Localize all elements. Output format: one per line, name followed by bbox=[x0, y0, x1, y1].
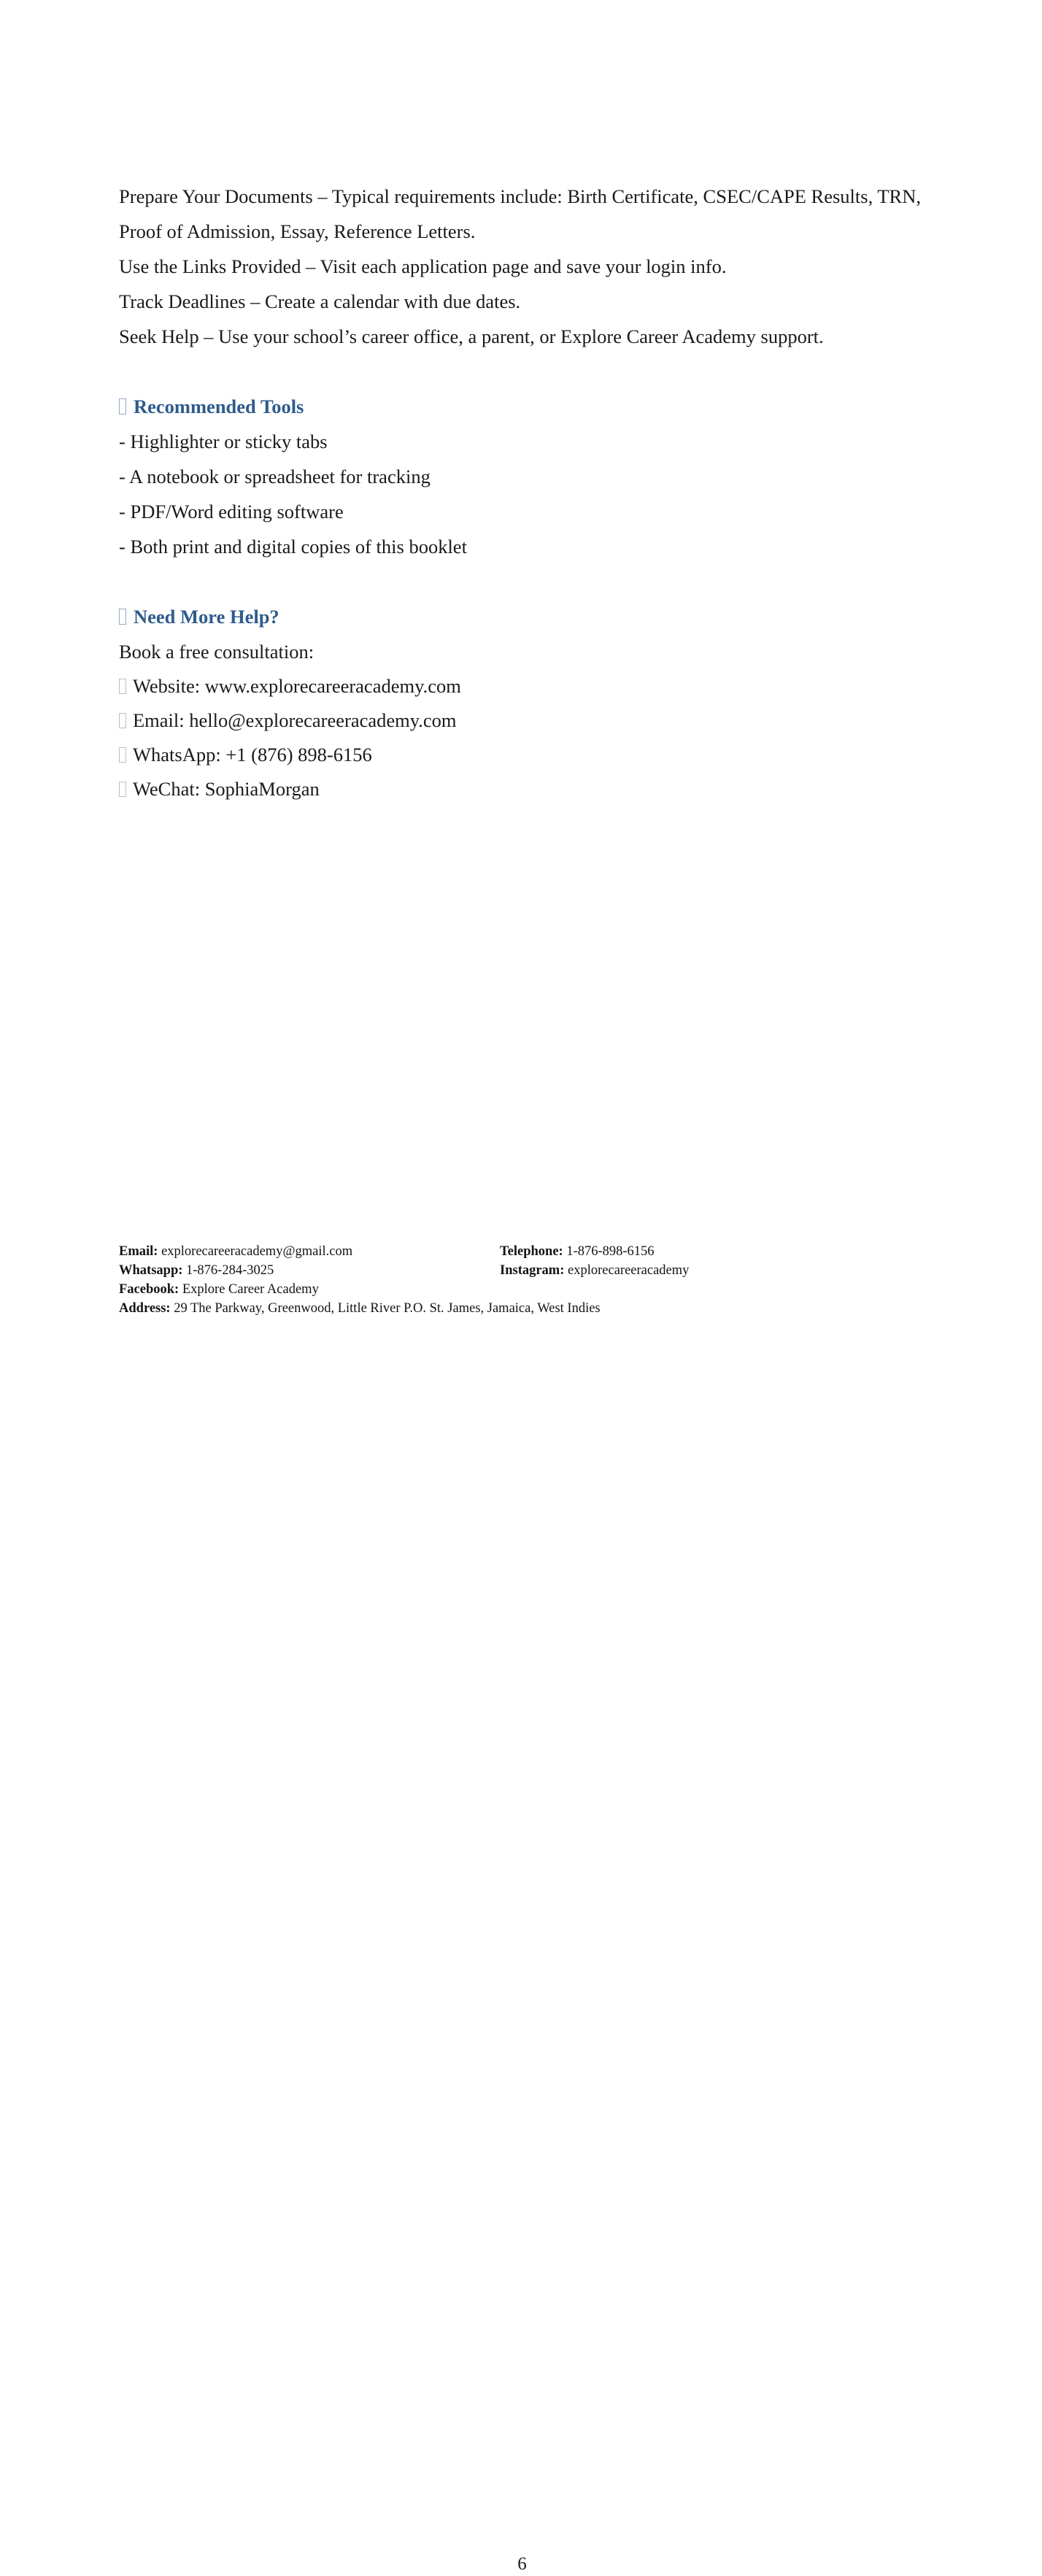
list-item: - Both print and digital copies of this booklet bbox=[119, 536, 467, 558]
footer-facebook-label: Facebook: bbox=[119, 1282, 180, 1297]
footer-address-label: Address: bbox=[119, 1300, 171, 1316]
list-item: - A notebook or spreadsheet for tracking bbox=[119, 466, 431, 487]
consultation-intro: Book a free consultation: bbox=[119, 641, 314, 663]
contact-wechat bbox=[119, 772, 925, 806]
paragraph-prepare-documents: Prepare Your Documents – Typical requirements include: Birth Certificate, CSEC/CAPE Results, TRN, Proof of Admission, Essay, Reference Letters. bbox=[119, 185, 921, 242]
footer-instagram-value: explorecareeracademy bbox=[564, 1262, 690, 1278]
missing-glyph-box-icon bbox=[119, 398, 126, 414]
missing-glyph-box-icon bbox=[119, 782, 126, 797]
heading-recommended-tools-label: Recommended Tools bbox=[134, 396, 304, 417]
list-item: - Highlighter or sticky tabs bbox=[119, 431, 328, 452]
footer-whatsapp-label: Whatsapp: bbox=[119, 1262, 183, 1278]
missing-glyph-box-icon bbox=[119, 679, 126, 694]
list-item: - PDF/Word editing software bbox=[119, 501, 344, 522]
page-footer bbox=[119, 1243, 925, 2574]
paragraph-use-links: Use the Links Provided – Visit each application page and save your login info. bbox=[119, 255, 727, 277]
footer-email-value: explorecareeracademy@gmail.com bbox=[158, 1244, 353, 1259]
footer-facebook bbox=[119, 1281, 925, 1300]
missing-glyph-box-icon bbox=[119, 713, 126, 728]
page-number: 6 bbox=[517, 2554, 527, 2574]
contact-whatsapp bbox=[119, 738, 925, 772]
paragraph-track-deadlines: Track Deadlines – Create a calendar with due dates. bbox=[119, 290, 521, 312]
contact-website bbox=[119, 669, 925, 703]
footer-email bbox=[119, 1243, 352, 1262]
page-content bbox=[119, 179, 925, 806]
footer-instagram bbox=[500, 1262, 689, 1281]
footer-column-left bbox=[119, 1243, 352, 1280]
footer-column-right bbox=[500, 1243, 689, 1280]
contact-email bbox=[119, 703, 925, 738]
contact-email-label: Email: hello@explorecareeracademy.com bbox=[133, 709, 457, 731]
footer-address bbox=[119, 1300, 925, 1319]
footer-whatsapp-value: 1-876-284-3025 bbox=[182, 1262, 274, 1278]
heading-need-more-help bbox=[119, 599, 925, 634]
contact-wechat-label: WeChat: SophiaMorgan bbox=[133, 778, 320, 800]
heading-need-more-help-label: Need More Help? bbox=[134, 606, 279, 628]
contact-website-label: Website: www.explorecareeracademy.com bbox=[133, 675, 461, 697]
footer-columns bbox=[119, 1243, 925, 1281]
footer-telephone-value: 1-876-898-6156 bbox=[563, 1244, 655, 1259]
heading-recommended-tools bbox=[119, 389, 925, 424]
missing-glyph-box-icon bbox=[119, 747, 126, 763]
footer-telephone bbox=[500, 1243, 689, 1262]
footer-telephone-label: Telephone: bbox=[500, 1244, 563, 1259]
footer-facebook-value: Explore Career Academy bbox=[179, 1282, 319, 1297]
contact-whatsapp-label: WhatsApp: +1 (876) 898-6156 bbox=[133, 744, 372, 766]
footer-instagram-label: Instagram: bbox=[500, 1262, 565, 1278]
footer-email-label: Email: bbox=[119, 1244, 158, 1259]
section-spacer-1 bbox=[119, 354, 925, 389]
footer-full-width-lines bbox=[119, 1281, 925, 1318]
paragraph-seek-help: Seek Help – Use your school’s career office, a parent, or Explore Career Academy support. bbox=[119, 325, 824, 347]
missing-glyph-box-icon bbox=[119, 609, 126, 625]
footer-whatsapp bbox=[119, 1262, 352, 1281]
footer-address-value: 29 The Parkway, Greenwood, Little River P.O. St. James, Jamaica, West Indies bbox=[170, 1300, 601, 1316]
section-spacer-2 bbox=[119, 564, 925, 599]
